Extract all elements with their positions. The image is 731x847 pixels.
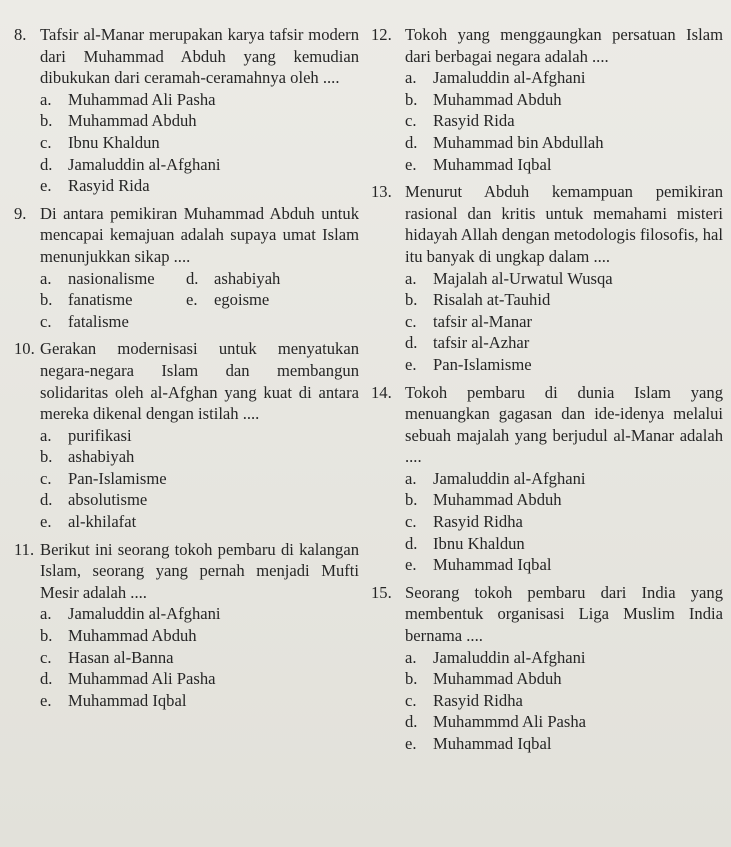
option-a[interactable]: a. Majalah al-Urwatul Wusqa	[405, 268, 613, 288]
option-b[interactable]: b. Muhammad Abduh	[40, 626, 197, 646]
option-a[interactable]: a. Jamaluddin al-Afghani	[40, 604, 221, 624]
question-number: 8.	[14, 25, 27, 44]
option-d[interactable]: d. Jamaluddin al-Afghani	[40, 154, 221, 174]
option-e[interactable]: e. Muhammad Iqbal	[405, 154, 552, 174]
option-list	[405, 268, 723, 376]
option-list	[405, 67, 723, 175]
question-11	[14, 539, 359, 712]
option-a[interactable]: a. Jamaluddin al-Afghani	[405, 647, 586, 667]
question-number: 11.	[14, 539, 35, 559]
option-c[interactable]: c. Hasan al-Banna	[40, 647, 174, 667]
question-8	[14, 24, 359, 197]
option-e[interactable]: e. Pan-Islamisme	[405, 354, 532, 374]
option-d[interactable]: d. absolutisme	[40, 490, 148, 510]
question-number: 14.	[371, 382, 392, 402]
option-c[interactable]: c. Rasyid Ridha	[405, 690, 523, 710]
option-d[interactable]: d. ashabiyah	[186, 268, 281, 288]
question-text: Berikut ini seorang tokoh pembaru di kalangan Islam, seorang yang pernah menjadi Mufti Mesir adalah ....	[40, 539, 359, 602]
question-text: Menurut Abduh kemampuan pemikiran rasional dan kritis untuk memahami misteri hidayah Allah dengan metodologis filosofis, hal itu banyak di ungkap dalam ....	[405, 182, 723, 266]
option-b[interactable]: b. Risalah at-Tauhid	[405, 290, 551, 310]
question-number: 9.	[14, 203, 27, 223]
option-d[interactable]: d. Ibnu Khaldun	[405, 533, 525, 553]
right-column	[371, 24, 723, 755]
option-c[interactable]: c. Rasyid Rida	[405, 111, 515, 131]
option-a[interactable]: a. Muhammad Ali Pasha	[40, 89, 216, 109]
question-number: 12.	[371, 25, 392, 44]
option-b[interactable]: b. Muhammad Abduh	[40, 111, 197, 131]
option-list	[405, 468, 723, 576]
option-list	[405, 647, 723, 755]
option-b[interactable]: b. Muhammad Abduh	[405, 89, 562, 109]
option-e[interactable]: e. al-khilafat	[40, 512, 137, 532]
option-a[interactable]: a. Jamaluddin al-Afghani	[405, 68, 586, 88]
option-b[interactable]: b. fanatisme	[40, 290, 133, 310]
question-text: Tafsir al-Manar merupakan karya tafsir modern dari Muhammad Abduh yang kemudian dibukukan dari ceramah-ceramahnya oleh ....	[40, 25, 359, 88]
option-e[interactable]: e. egoisme	[186, 290, 270, 310]
option-a[interactable]: a. purifikasi	[40, 425, 132, 445]
option-list	[40, 268, 359, 333]
question-number: 10.	[14, 339, 35, 359]
option-c[interactable]: c. tafsir al-Manar	[405, 311, 533, 331]
option-e[interactable]: e. Muhammad Iqbal	[40, 690, 187, 710]
option-a[interactable]: a. nasionalisme	[40, 268, 155, 288]
option-e[interactable]: e. Rasyid Rida	[40, 176, 150, 196]
option-list	[40, 89, 359, 197]
question-12	[371, 24, 723, 175]
question-14	[371, 382, 723, 576]
option-list	[40, 603, 359, 711]
option-b[interactable]: b. ashabiyah	[40, 447, 135, 467]
option-d[interactable]: d. Muhammad Ali Pasha	[40, 669, 216, 689]
option-list	[40, 425, 359, 533]
option-d[interactable]: d. tafsir al-Azhar	[405, 333, 530, 353]
question-10	[14, 338, 359, 532]
question-number: 13.	[371, 182, 392, 202]
question-text: Seorang tokoh pembaru dari India yang membentuk organisasi Liga Muslim India bernama ....	[405, 582, 723, 646]
question-text: Gerakan modernisasi untuk menyatukan negara-negara Islam dan membangun solidaritas oleh al-Afghan yang kuat di antara mereka dikenal dengan istilah ....	[40, 339, 359, 424]
question-text: Tokoh yang menggaungkan persatuan Islam dari berbagai negara adalah ....	[405, 25, 723, 66]
option-d[interactable]: d. Muhammad bin Abdullah	[405, 132, 604, 152]
question-text: Di antara pemikiran Muhammad Abduh untuk mencapai kemajuan adalah supaya umat Islam menunjukkan sikap ....	[40, 203, 359, 266]
option-e[interactable]: e. Muhammad Iqbal	[405, 734, 552, 753]
option-a[interactable]: a. Jamaluddin al-Afghani	[405, 468, 586, 488]
question-number: 15.	[371, 582, 392, 602]
option-d[interactable]: d. Muhammmd Ali Pasha	[405, 712, 587, 732]
option-c[interactable]: c. Rasyid Ridha	[405, 512, 523, 532]
question-text: Tokoh pembaru di dunia Islam yang menuangkan gagasan dan ide-idenya melalui sebuah majalah yang berjudul al-Manar adalah ....	[405, 382, 723, 467]
question-13	[371, 181, 723, 375]
option-c[interactable]: c. fatalisme	[40, 311, 129, 331]
option-e[interactable]: e. Muhammad Iqbal	[405, 555, 552, 575]
question-9	[14, 203, 359, 333]
option-c[interactable]: c. Ibnu Khaldun	[40, 132, 160, 152]
option-b[interactable]: b. Muhammad Abduh	[405, 490, 562, 510]
left-column	[14, 24, 359, 711]
option-b[interactable]: b. Muhammad Abduh	[405, 669, 562, 689]
question-15	[371, 582, 723, 755]
option-c[interactable]: c. Pan-Islamisme	[40, 468, 167, 488]
